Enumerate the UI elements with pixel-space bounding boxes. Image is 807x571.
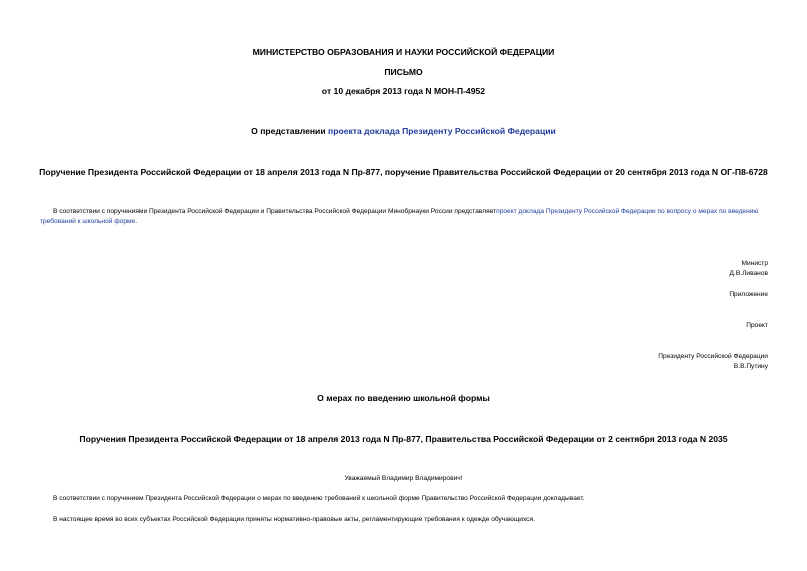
signature-position: Министр [741, 260, 768, 267]
report-paragraph-1: В соответствии с поручением Президента Российской Федерации о мерах по введению требований к школьной форме Правительство Российской Федерации докладывает. [53, 495, 585, 502]
subject-line [0, 126, 807, 136]
subject-link[interactable]: проекта доклада Президенту Российской Федерации [328, 126, 556, 136]
signature-name: Д.В.Ливанов [729, 270, 768, 277]
body-paragraph-text: В соответствии с поручениями Президента Российской Федерации и Правительства Российской Федерации Минобрнауки России представляет [53, 208, 497, 215]
appendix-label: Приложение [729, 291, 768, 298]
report-greeting: Уважаемый Владимир Владимирович! [344, 475, 463, 482]
body-paragraph-end: . [135, 218, 138, 225]
addressee-line1: Президенту Российской Федерации [658, 353, 768, 360]
report-instruction: Поручения Президента Российской Федерации от 18 апреля 2013 года N Пр-877, Правительства Российской Федерации от 2 сентября 2013 года N 2035 [79, 434, 728, 444]
draft-label: Проект [746, 322, 768, 329]
body-paragraph [40, 207, 770, 227]
document-date-number: от 10 декабря 2013 года N МОН-П-4952 [321, 86, 486, 96]
instruction-heading: Поручение Президента Российской Федерации от 18 апреля 2013 года N Пр-877, поручение Правительства Российской Федерации от 20 сентября 2013 года N ОГ-П8-6728 [39, 167, 768, 177]
addressee-line2: В.В.Путину [733, 363, 768, 370]
report-title: О мерах по введению школьной формы [317, 393, 490, 403]
report-paragraph-2: В настоящее время во всех субъектах Российской Федерации приняты нормативно-правовые акты, регламентирующие требования к одежде обучающихся. [53, 516, 535, 523]
document-type: ПИСЬМО [384, 67, 423, 77]
subject-prefix: О представлении [251, 126, 329, 136]
ministry-heading: МИНИСТЕРСТВО ОБРАЗОВАНИЯ И НАУКИ РОССИЙСКОЙ ФЕДЕРАЦИИ [252, 47, 555, 57]
report-draft-link[interactable]: проект доклада Президенту Российской Федерации по вопросу о мерах по введению требований к школьной форме [40, 208, 759, 225]
